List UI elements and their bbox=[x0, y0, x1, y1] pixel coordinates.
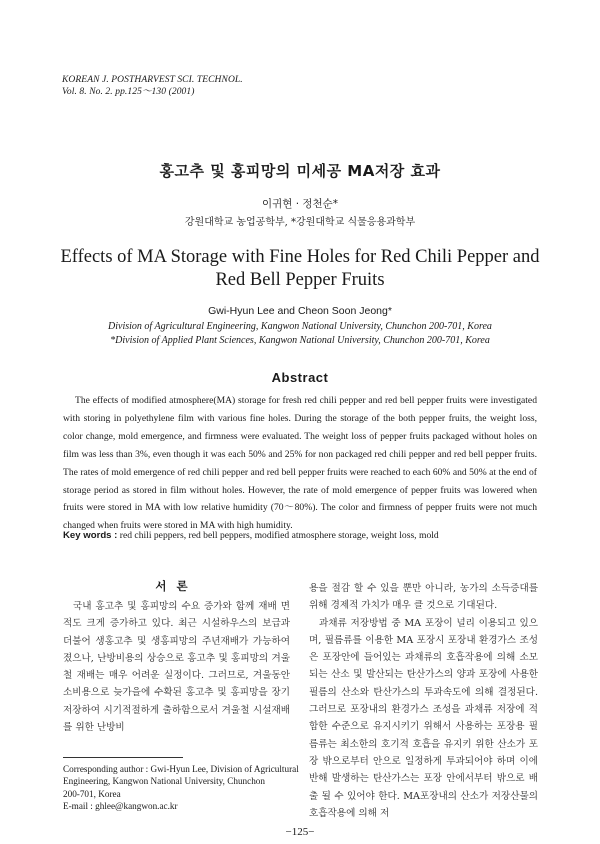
keywords-text: red chili peppers, red bell peppers, modified atmosphere storage, weight loss, mold bbox=[117, 530, 439, 541]
footnote-rule bbox=[63, 757, 183, 758]
body-column-left bbox=[63, 598, 290, 736]
affiliation-line-2: *Division of Applied Plant Sciences, Kangwon National University, Chunchon 200-701, Korea bbox=[110, 335, 490, 346]
page-number: −125− bbox=[285, 826, 315, 838]
correspondence-email: E-mail : ghlee@kangwon.ac.kr bbox=[63, 801, 178, 812]
affiliation-english bbox=[0, 320, 600, 348]
intro-paragraph-right: 과채류 저장방법 중 MA 포장이 널리 이용되고 있으며, 필름류를 이용한 MA 포장시 포장내 환경가스 조성은 포장안에 들어있는 과채류의 호흡작용에 의해 소모되는 산소 및 발산되는 탄산가스의 양과 포장에 사용한 필름의 산소와 탄산가스의 투과속도에 의해 결정된다. 그러므로 포장내의 환경가스 조성을 과채류 저장에 적합한 수준으로 유지시키기 위해서 사용하는 포장용 필름류는 최소한의 호기적 호흡을 유지키 위한 산소가 포장 밖으로부터 안으로 일정하게 투과되어야 하며 이에 반해 발생하는 탄산가스는 포장 안에서부터 밖으로 배출 될 수 있어야 한다. MA포장내의 산소가 저장산물의 호흡작용에 의해 저 bbox=[309, 617, 538, 819]
journal-name: KOREAN J. POSTHARVEST SCI. TECHNOL. bbox=[62, 75, 243, 85]
authors-english: Gwi-Hyun Lee and Cheon Soon Jeong* bbox=[208, 305, 392, 317]
correspondence-line-2: Engineering, Kangwon National University, Chunchon bbox=[63, 776, 265, 787]
correspondence-line-1: Corresponding author : Gwi-Hyun Lee, Division of Agricultural bbox=[63, 764, 299, 774]
affiliation-korean: 강원대학교 농업공학부, *강원대학교 식물응용과학부 bbox=[184, 217, 416, 228]
keywords bbox=[63, 530, 537, 541]
abstract-text: The effects of modified atmosphere(MA) storage for fresh red chili pepper and red bell pepper fruits were investigated with storing in polyethylene film with various fine holes. During the storage of the both pepper fruits, the weight loss, color change, mold emergence, and firmness were evaluated. The weight loss of pepper fruits packaged without holes on film was less than 3%, even though it was each 50% and 25% for non packaged red chili pepper and red bell pepper fruits. The rates of mold emergence of red chili pepper and red bell pepper fruits were reached to each 60% and 50% at the end of storage period as stored in film without holes. However, the rate of mold emergence of pepper fruits was lowered when fruits were stored in MA with low relative humidity (70～80%). The color and firmness of pepper fruits were not much changed when fruits were stored in MA with high humidity. bbox=[63, 395, 537, 532]
title-korean: 홍고추 및 홍피망의 미세공 MA저장 효과 bbox=[159, 162, 441, 180]
intro-continuation: 용을 절감 할 수 있을 뿐만 아니라, 농가의 소득증대를 위해 경제적 가치가 매우 클 것으로 기대된다. bbox=[309, 583, 538, 612]
section-heading-intro: 서론 bbox=[155, 579, 198, 593]
correspondence-footnote bbox=[63, 763, 299, 813]
title-english: Effects of MA Storage with Fine Holes for Red Chili Pepper and Red Bell Pepper Fruits bbox=[60, 247, 540, 290]
correspondence-line-3: 200-701, Korea bbox=[63, 788, 121, 799]
authors-korean: 이귀현 · 정천순* bbox=[261, 198, 339, 210]
journal-citation: Vol. 8. No. 2. pp.125～130 (2001) bbox=[62, 87, 195, 97]
keywords-label: Key words : bbox=[63, 530, 118, 541]
abstract-heading: Abstract bbox=[271, 370, 329, 385]
intro-paragraph-left: 국내 홍고추 및 홍피망의 수요 증가와 함께 재배 면적도 크게 증가하고 있다. 최근 시설하우스의 보급과 더불어 생홍고추 및 생홍피망의 주년재배가 가능하여졌으나, 난방비용의 상승으로 홍고추 및 홍피망의 겨울철 재배는 매우 어려운 실정이다. 그러므로, 겨울동안 소비용으로 늦가을에 수확된 홍고추 및 홍피망을 장기 저장하여 시기적절하게 출하함으로서 겨울철 시설재배를 위한 난방비 bbox=[63, 601, 290, 734]
journal-header bbox=[62, 74, 243, 98]
affiliation-line-1: Division of Agricultural Engineering, Kangwon National University, Chunchon 200-701, Korea bbox=[108, 321, 492, 332]
body-column-right bbox=[309, 580, 538, 822]
